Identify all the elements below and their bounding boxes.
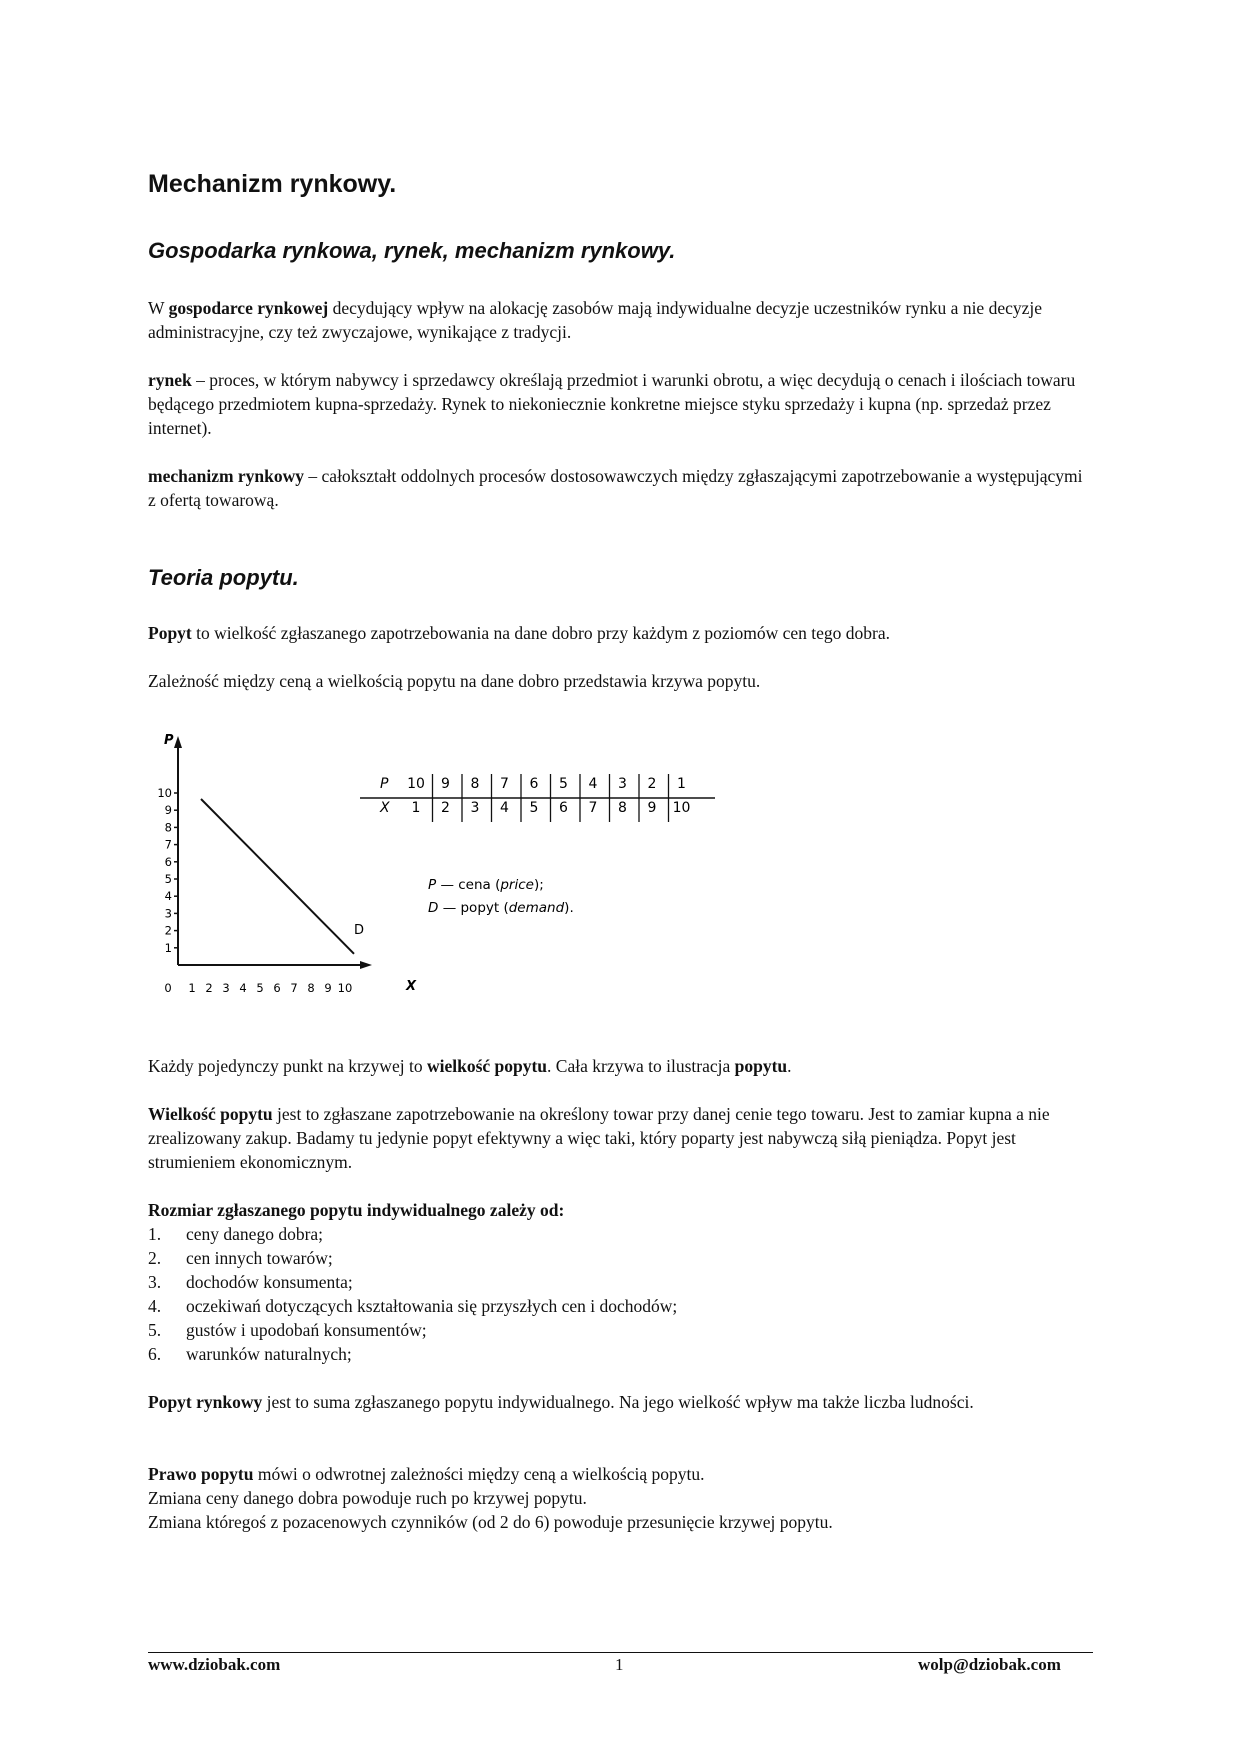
term-market-demand: Popyt rynkowy [148, 1392, 263, 1412]
table-cell-p: 4 [588, 776, 598, 792]
list-item-text: ceny danego dobra; [186, 1224, 324, 1244]
y-tick-label: 4 [164, 889, 172, 904]
table-cell-p: 7 [500, 776, 509, 792]
table-cell-x: 6 [559, 800, 568, 816]
legend-demand: D — popyt (demand). [428, 900, 574, 916]
text: – całokształt oddolnych procesów dostosowawczych między zgłaszającymi zapotrzebowanie a występującymi z ofertą towarową. [148, 466, 1083, 510]
y-axis-arrow [174, 736, 182, 748]
table-cell-p: 5 [559, 776, 568, 792]
term-law-of-demand: Prawo popytu [148, 1464, 254, 1484]
paragraph-movement-along-curve: Zmiana ceny danego dobra powoduje ruch po krzywej popytu. [148, 1488, 587, 1508]
table-cell-x: 1 [411, 800, 421, 816]
text: jest to zgłaszane zapotrzebowanie na określony towar przy danej cenie tego towaru. Jest to zamiar kupna a nie zrealizowany zakup. Badamy tu jedynie popyt efektywny a więc taki, który poparty jest nabywczą siłą pieniądza. Popyt jest strumieniem ekonomicznym. [148, 1104, 1050, 1172]
footer-email[interactable]: wolp@dziobak.com [918, 1655, 1061, 1674]
table-cell-x: 5 [529, 800, 539, 816]
list-number: 2. [148, 1248, 162, 1268]
x-tick-label: 3 [222, 981, 230, 995]
text: Każdy pojedynczy punkt na krzywej to [148, 1056, 427, 1076]
x-axis-label: X [406, 979, 417, 994]
table-cell-p: 8 [470, 776, 480, 792]
y-tick-label: 10 [157, 786, 172, 800]
footer-page-number: 1 [615, 1655, 624, 1674]
paragraph-law-of-demand [148, 1462, 1088, 1486]
paragraph-quantity-demanded [148, 1102, 1088, 1174]
x-axis-arrow [360, 961, 372, 969]
table-cell-x: 2 [441, 800, 450, 816]
list-item [148, 1342, 677, 1366]
table-cell-x: 9 [647, 800, 657, 816]
y-tick-label: 7 [164, 837, 172, 852]
section-heading-market: Gospodarka rynkowa, rynek, mechanizm rynkowy. [148, 238, 676, 263]
text: jest to suma zgłaszanego popytu indywidualnego. Na jego wielkość wpływ ma także liczba ludności. [262, 1392, 974, 1412]
list-item [148, 1270, 677, 1294]
x-tick-label: 6 [273, 981, 281, 995]
x-tick-label: 4 [239, 981, 247, 995]
list-item-text: cen innych towarów; [186, 1248, 333, 1268]
paragraph-market-definition [148, 368, 1088, 440]
y-tick-label: 5 [164, 872, 172, 886]
list-item [148, 1222, 677, 1246]
table-row-label-x: X [380, 800, 390, 816]
table-cell-x: 10 [672, 800, 691, 816]
list-item [148, 1294, 677, 1318]
y-tick-label: 9 [164, 803, 172, 818]
x-tick-label: 2 [205, 981, 213, 995]
table-cell-p: 9 [441, 776, 450, 792]
term-market-mechanism: mechanizm rynkowy [148, 466, 305, 486]
term-market-economy: gospodarce rynkowej [168, 298, 329, 318]
table-cell-x: 4 [500, 800, 509, 816]
term-quantity-demanded: Wielkość popytu [148, 1104, 273, 1124]
list-number: 5. [148, 1320, 162, 1340]
page-title: Mechanizm rynkowy. [148, 170, 397, 198]
demand-curve-chart [150, 730, 730, 1005]
footer-divider [148, 1652, 1093, 1653]
y-tick-label: 1 [164, 940, 172, 955]
list-number: 4. [148, 1296, 162, 1316]
list-heading-text: Rozmiar zgłaszanego popytu indywidualnego zależy od: [148, 1200, 565, 1220]
paragraph-market-economy [148, 296, 1088, 344]
term-market: rynek [148, 370, 192, 390]
paragraph-curve-shift: Zmiana któregoś z pozacenowych czynników (od 2 do 6) powoduje przesunięcie krzywej popytu. [148, 1512, 833, 1532]
text: . Cała krzywa to ilustracja [547, 1056, 735, 1076]
legend-price: P — cena (price); [428, 877, 544, 893]
paragraph-demand-curve-intro: Zależność między ceną a wielkością popytu na dane dobro przedstawia krzywa popytu. [148, 671, 761, 691]
text: – proces, w którym nabywcy i sprzedawcy określają przedmiot i warunki obrotu, a więc decydują o cenach i ilościach towaru będącego przedmiotem kupna-sprzedaży. Rynek to niekoniecznie konkretne miejsce styku sprzedaży i kupna (np. sprzedaż przez internet). [148, 370, 1076, 438]
table-cell-x: 8 [618, 800, 627, 816]
y-axis-label: P [164, 733, 174, 748]
demand-curve-line [201, 799, 354, 954]
table-cell-p: 1 [677, 776, 686, 792]
table-cell-p: 10 [407, 776, 425, 792]
term-demand: popytu [734, 1056, 788, 1076]
text: to wielkość zgłaszanego zapotrzebowania na dane dobro przy każdym z poziomów cen tego dobra. [191, 623, 891, 643]
list-item [148, 1246, 677, 1270]
table-cell-p: 2 [647, 776, 657, 792]
list-heading [148, 1198, 1088, 1222]
text: . [787, 1056, 792, 1076]
term-demand: Popyt [148, 623, 192, 643]
text: W [148, 298, 169, 318]
table-cell-x: 7 [588, 800, 598, 816]
demand-factors-list [148, 1222, 677, 1366]
footer-website[interactable]: www.dziobak.com [148, 1655, 281, 1674]
y-tick-label: 8 [164, 820, 172, 835]
term-quantity-demanded: wielkość popytu [426, 1056, 548, 1076]
list-item-text: oczekiwań dotyczących kształtowania się przyszłych cen i dochodów; [186, 1296, 678, 1316]
list-number: 1. [148, 1224, 162, 1244]
list-number: 6. [148, 1344, 162, 1364]
x-tick-label: 5 [256, 981, 264, 995]
x-tick-label: 9 [324, 981, 332, 995]
x-tick-label: 8 [307, 981, 315, 995]
y-tick-label: 2 [164, 923, 172, 938]
list-item-text: gustów i upodobań konsumentów; [186, 1320, 427, 1340]
paragraph-market-demand [148, 1390, 1088, 1414]
y-tick-label: 6 [164, 854, 172, 869]
text: decydujący wpływ na alokację zasobów mają indywidualne decyzje uczestników rynku a nie decyzje administracyjne, czy też zwyczajowe, wynikające z tradycji. [148, 298, 1043, 342]
table-cell-p: 3 [618, 776, 627, 792]
paragraph-market-mechanism [148, 464, 1088, 512]
section-heading-demand-theory: Teoria popytu. [148, 565, 299, 590]
paragraph-point-vs-curve [148, 1054, 1088, 1078]
x-tick-label: 7 [290, 981, 298, 995]
y-tick-label: 3 [164, 906, 172, 921]
x-tick-label: 10 [337, 981, 353, 995]
list-item-text: warunków naturalnych; [186, 1344, 352, 1364]
curve-label-d: D [354, 923, 365, 938]
table-row-label-p: P [380, 776, 389, 792]
table-cell-x: 3 [470, 800, 480, 816]
list-item [148, 1318, 677, 1342]
x-tick-label: 1 [188, 981, 196, 995]
paragraph-demand-definition [148, 621, 1088, 645]
list-number: 3. [148, 1272, 162, 1292]
table-cell-p: 6 [529, 776, 539, 792]
x-tick-label: 0 [164, 981, 172, 995]
list-item-text: dochodów konsumenta; [186, 1272, 353, 1292]
text: mówi o odwrotnej zależności między ceną a wielkością popytu. [253, 1464, 705, 1484]
